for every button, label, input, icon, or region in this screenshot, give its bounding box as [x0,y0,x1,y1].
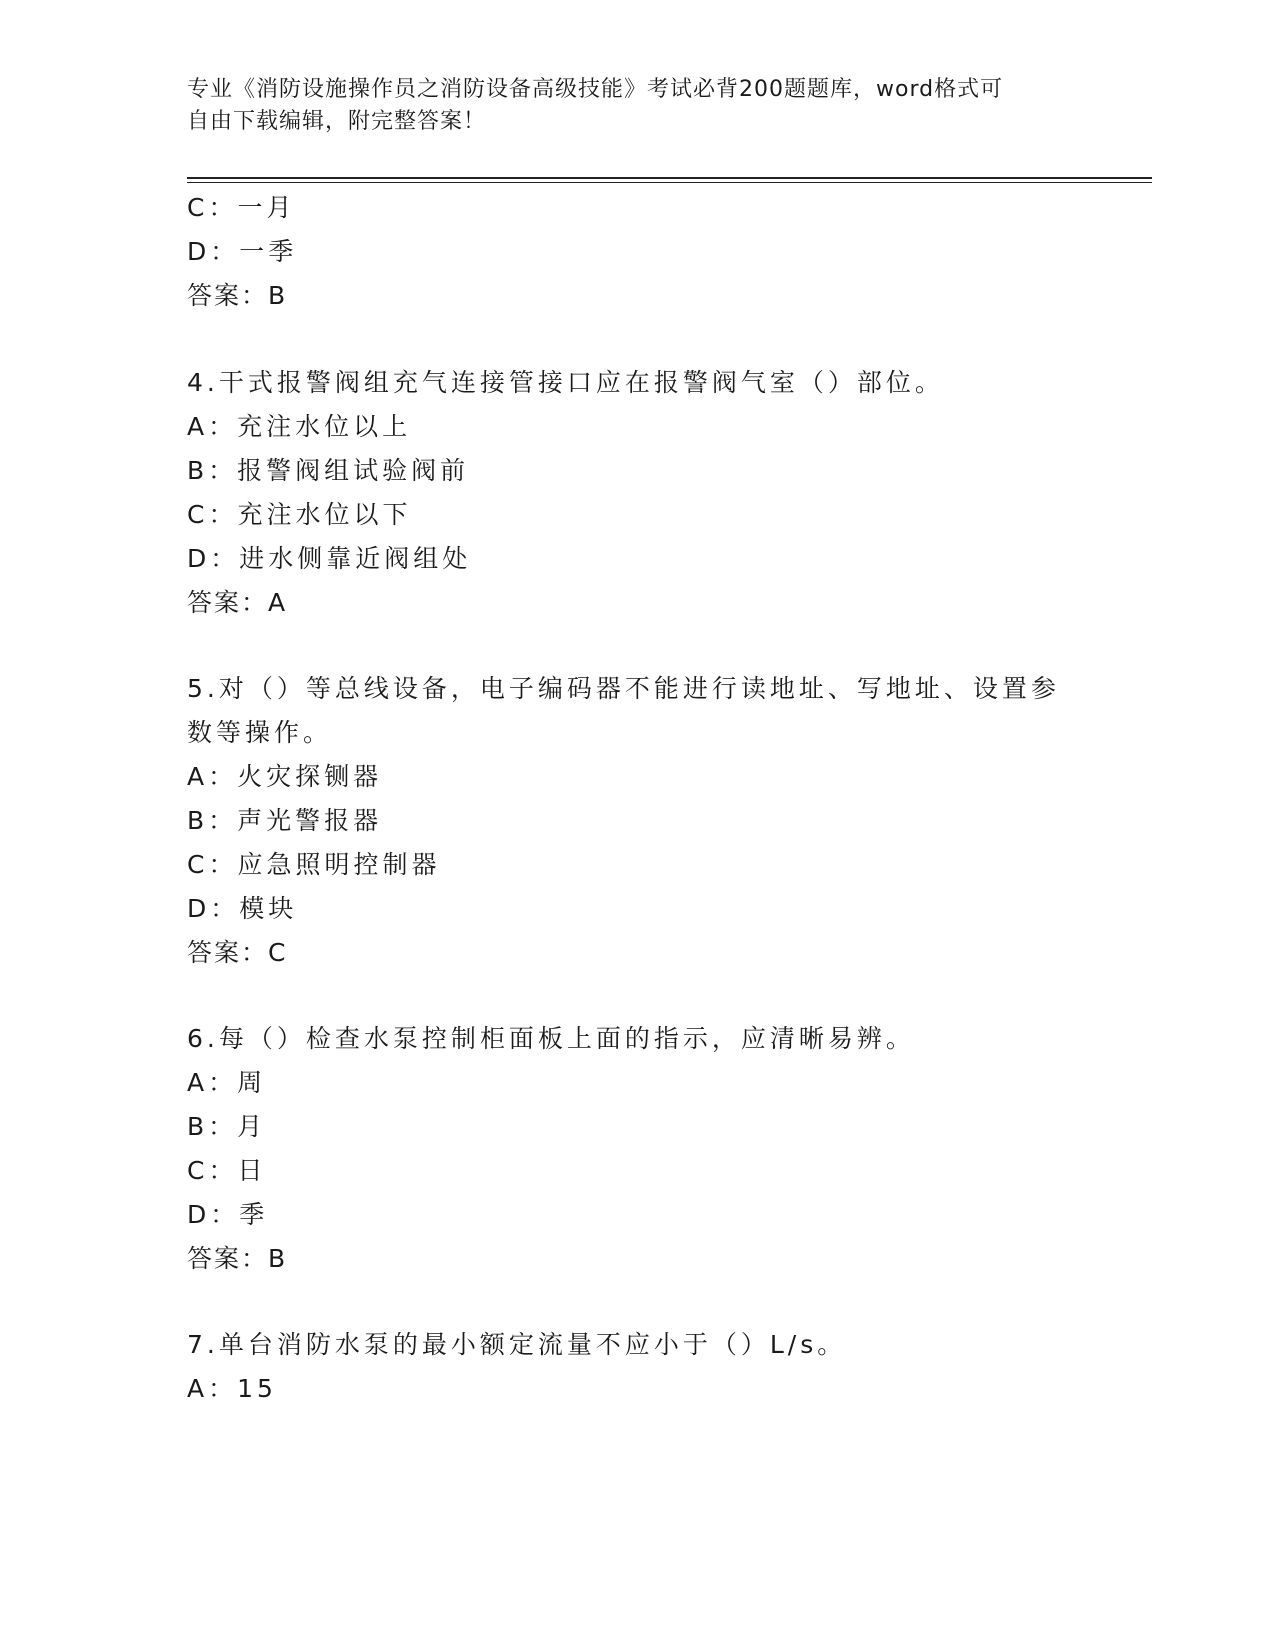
header-line-1: 专业《消防设施操作员之消防设备高级技能》考试必背200题题库，word格式可 [187,77,1004,102]
question-stem: 4.干式报警阀组充气连接管接口应在报警阀气室（）部位。 [187,368,944,397]
option-b: B：月 [187,1112,267,1141]
option-c: C：充注水位以下 [187,500,412,529]
option-d: D：进水侧靠近阀组处 [187,544,472,573]
question-stem: 6.每（）检查水泵控制柜面板上面的指示，应清晰易辨。 [187,1024,915,1053]
option-c: C：一月 [187,193,296,222]
option-d: D：模块 [187,894,298,923]
answer: 答案：B [187,281,288,310]
option-a: A：火灾探铡器 [187,762,383,791]
question-stem-line-1: 5.对（）等总线设备，电子编码器不能进行读地址、写地址、设置参 [187,674,1060,703]
option-a: A：充注水位以上 [187,412,412,441]
answer: 答案：C [187,938,288,967]
header-divider-thick [187,177,1152,179]
option-c: C：日 [187,1156,267,1185]
header-line-2: 自由下载编辑，附完整答案！ [187,109,487,134]
answer: 答案：B [187,1244,288,1273]
answer: 答案：A [187,588,288,617]
option-a: A：周 [187,1068,267,1097]
option-d: D：一季 [187,237,298,266]
option-a: A：15 [187,1374,277,1403]
header-divider-thin [187,182,1152,183]
document-header [187,74,1067,138]
question-stem-line-2: 数等操作。 [187,718,333,747]
question-stem: 7.单台消防水泵的最小额定流量不应小于（）L/s。 [187,1330,847,1359]
option-c: C：应急照明控制器 [187,850,441,879]
option-d: D：季 [187,1200,269,1229]
option-b: B：报警阀组试验阀前 [187,456,470,485]
option-b: B：声光警报器 [187,806,383,835]
